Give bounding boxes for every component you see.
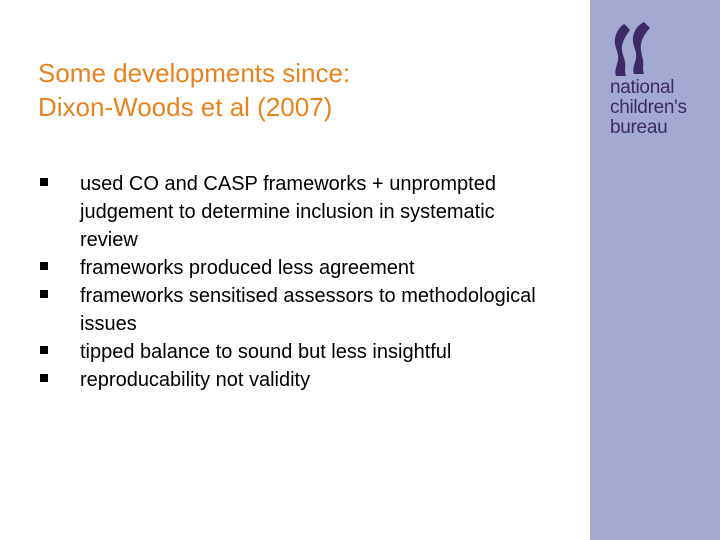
bullet-item <box>0 254 540 282</box>
bullet-item <box>0 170 540 254</box>
square-bullet-icon <box>40 178 48 186</box>
bullet-text: tipped balance to sound but less insightful <box>80 341 452 363</box>
logo-wordmark <box>610 78 710 138</box>
square-bullet-icon <box>40 374 48 382</box>
title-line-2: Dixon-Woods et al (2007) <box>38 92 333 122</box>
slide-title <box>38 56 558 124</box>
two-faces-profile-icon <box>610 22 662 78</box>
ncb-logo <box>610 22 710 152</box>
square-bullet-icon <box>40 346 48 354</box>
title-line-1: Some developments since: <box>38 58 351 88</box>
square-bullet-icon <box>40 290 48 298</box>
square-bullet-icon <box>40 262 48 270</box>
logo-line-2: children's <box>610 97 687 118</box>
bullet-item <box>0 338 540 366</box>
logo-line-3: bureau <box>610 117 668 138</box>
logo-line-1: national <box>610 77 675 98</box>
bullet-text: reproducability not validity <box>80 369 311 391</box>
bullet-item <box>0 282 540 338</box>
bullet-text: frameworks produced less agreement <box>80 257 415 279</box>
bullet-text: frameworks sensitised assessors to methodological issues <box>80 285 536 335</box>
bullet-item <box>0 366 540 394</box>
bullet-list <box>0 170 580 394</box>
bullet-text: used CO and CASP frameworks + unprompted judgement to determine inclusion in systematic review <box>80 173 496 251</box>
